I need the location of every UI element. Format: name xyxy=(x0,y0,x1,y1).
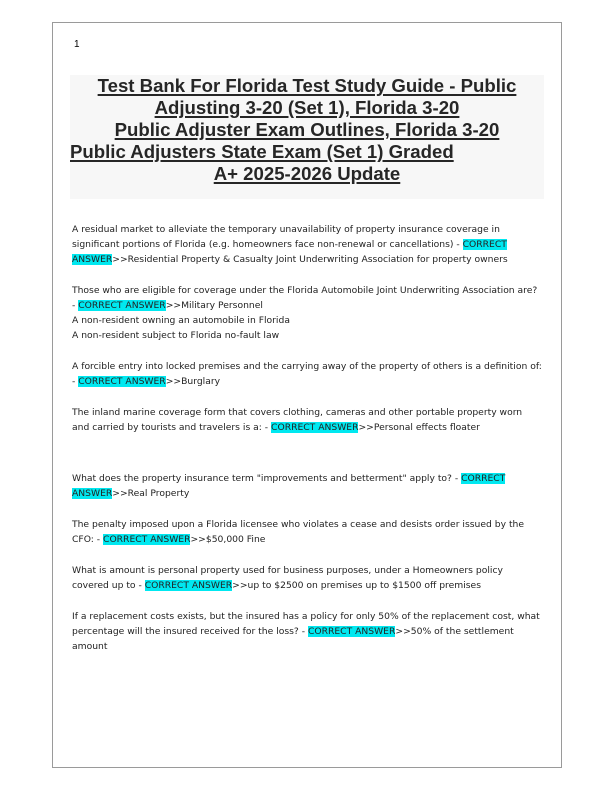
qa-item xyxy=(72,222,542,267)
qa-item xyxy=(72,609,542,654)
document-title xyxy=(70,75,544,185)
correct-answer-label: CORRECT xyxy=(461,473,506,484)
answer-text: >>Burglary xyxy=(165,376,221,387)
qa-item xyxy=(72,405,542,435)
qa-item xyxy=(72,471,542,501)
qa-list xyxy=(72,222,542,670)
question-text: The penalty imposed upon a Florida licensee who violates a cease and desists order issued by the CFO: - xyxy=(72,519,525,545)
title-line: Public Adjuster Exam Outlines, Florida 3-20 xyxy=(114,119,500,140)
qa-text xyxy=(72,359,542,389)
answer-extra-line: A non-resident subject to Florida no-fault law xyxy=(72,330,280,341)
correct-answer-label: CORRECT xyxy=(462,239,507,250)
qa-item xyxy=(72,359,542,389)
answer-text: >>Personal effects floater xyxy=(358,422,480,433)
question-text: The inland marine coverage form that covers clothing, cameras and other portable property worn and carried by tourists and travelers is a: - xyxy=(72,407,523,433)
question-text: What does the property insurance term "improvements and betterment" apply to? - xyxy=(72,473,462,484)
correct-answer-label: CORRECT ANSWER xyxy=(271,422,359,433)
answer-extra-line: A non-resident owning an automobile in Florida xyxy=(72,315,290,326)
question-text: A residual market to alleviate the temporary unavailability of property insurance coverage in significant portions of Florida (e.g. homeowners face non-renewal or cancellations) - xyxy=(72,224,500,250)
answer-text: >>Residential Property & Casualty Joint Underwriting Association for property owners xyxy=(112,254,508,265)
answer-text: >>Military Personnel xyxy=(165,300,263,311)
correct-answer-label: ANSWER xyxy=(72,488,113,499)
answer-text: >>up to $2500 on premises up to $1500 off premises xyxy=(232,580,482,591)
question-text: Those who are eligible for coverage under the Florida Automobile Joint Underwriting Association are? - xyxy=(72,285,538,311)
qa-item xyxy=(72,283,542,343)
qa-item xyxy=(72,517,542,547)
title-line: Adjusting 3-20 (Set 1), Florida 3-20 xyxy=(154,97,460,118)
question-text: What is amount is personal property used for business purposes, under a Homeowners policy covered up to - xyxy=(72,565,503,591)
title-line: Test Bank For Florida Test Study Guide - Public xyxy=(97,75,517,96)
qa-text xyxy=(72,563,542,593)
correct-answer-label: CORRECT ANSWER xyxy=(307,626,396,637)
document-page xyxy=(52,22,562,768)
answer-text: >>Real Property xyxy=(112,488,190,499)
question-text: A forcible entry into locked premises and the carrying away of the property of others is a definition of: - xyxy=(72,361,542,387)
title-block xyxy=(70,75,544,199)
correct-answer-label: CORRECT ANSWER xyxy=(144,580,233,591)
qa-text xyxy=(72,222,542,267)
qa-text xyxy=(72,283,542,313)
qa-text xyxy=(72,471,542,501)
correct-answer-label: CORRECT ANSWER xyxy=(103,534,191,545)
qa-text xyxy=(72,609,542,654)
qa-text xyxy=(72,517,542,547)
qa-item xyxy=(72,563,542,593)
answer-text: >>$50,000 Fine xyxy=(190,534,266,545)
correct-answer-label: CORRECT ANSWER xyxy=(78,376,166,387)
correct-answer-label: CORRECT ANSWER xyxy=(78,300,166,311)
title-line: Public Adjusters State Exam (Set 1) Graded xyxy=(70,141,454,162)
answer-text: >>50% of the settlement amount xyxy=(72,626,514,652)
question-text: If a replacement costs exists, but the insured has a policy for only 50% of the replacement cost, what percentage will the insured received for the loss? - xyxy=(72,611,540,637)
title-line: A+ 2025-2026 Update xyxy=(213,163,401,184)
qa-text xyxy=(72,405,542,435)
page-number: 1 xyxy=(74,39,80,50)
correct-answer-label: ANSWER xyxy=(72,254,113,265)
